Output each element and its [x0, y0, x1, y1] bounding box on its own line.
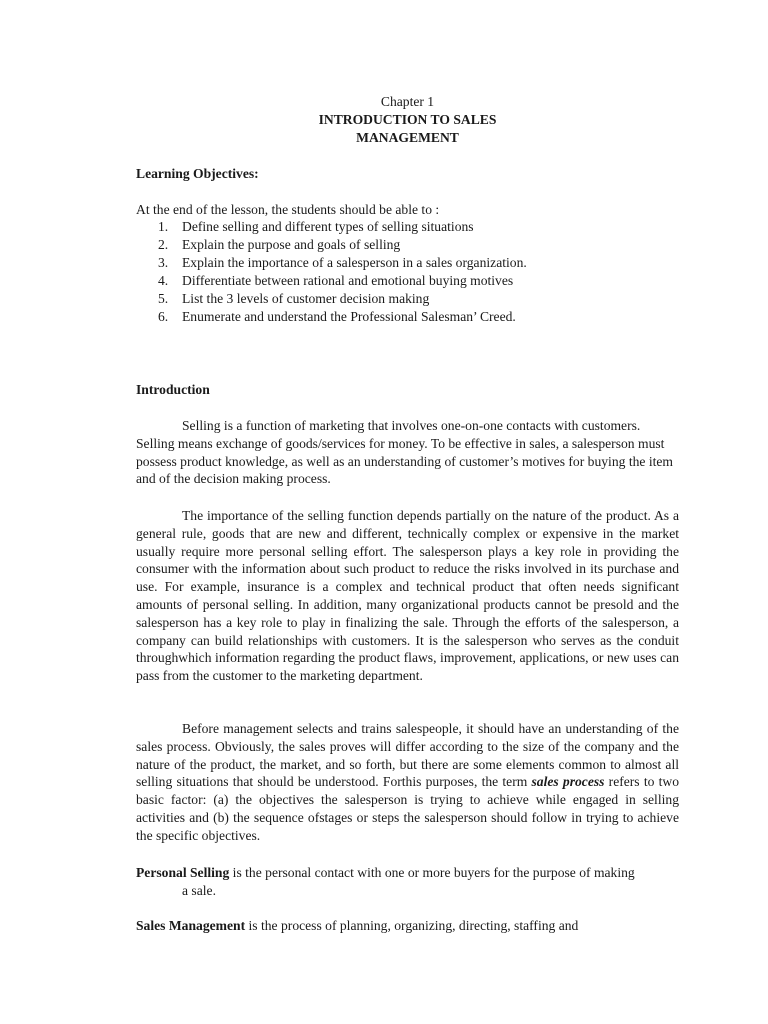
objective-number: 4. — [158, 273, 169, 288]
objective-item — [136, 308, 679, 326]
objective-text: Explain the purpose and goals of selling — [182, 237, 401, 252]
objective-item — [136, 254, 679, 272]
objective-item — [136, 236, 679, 254]
objective-number: 5. — [158, 291, 169, 306]
paragraph-3-after: refers to two basic factor: (a) the objectives the salesperson is trying to achieve while engaged in selling activities and (b) the sequence ofstages or steps the salesperson should follow in trying to achieve the specific objectives. — [136, 774, 679, 843]
chapter-title-line-1: INTRODUCTION TO SALES — [318, 112, 497, 127]
introduction-heading: Introduction — [136, 382, 210, 397]
objective-item — [136, 290, 679, 308]
personal-selling-def-line-1: is the personal contact with one or more buyers for the purpose of making — [229, 865, 635, 880]
sales-management-def-text: is the process of planning, organizing, directing, staffing and — [245, 918, 579, 933]
personal-selling-definition — [136, 864, 679, 900]
objective-text: Enumerate and understand the Professional Salesman’ Creed. — [182, 309, 516, 324]
sales-management-term: Sales Management — [136, 918, 246, 933]
objective-number: 2. — [158, 237, 169, 252]
introduction-paragraph-3 — [136, 720, 679, 845]
objective-text: Define selling and different types of selling situations — [182, 219, 474, 234]
objectives-intro: At the end of the lesson, the students should be able to : — [136, 202, 440, 217]
objective-item — [136, 272, 679, 290]
objective-number: 6. — [158, 309, 169, 324]
objective-number: 1. — [158, 219, 169, 234]
chapter-label: Chapter 1 — [380, 94, 435, 109]
learning-objectives-heading: Learning Objectives: — [136, 166, 259, 181]
introduction-paragraph-1: Selling is a function of marketing that involves one-on-one contacts with customers. Selling means exchange of goods/services for money. To be effective in sales, a salesperson must possess product knowledge, as well as an understanding of customer’s motives for buying the item and of the decision making process. — [136, 418, 673, 487]
objective-number: 3. — [158, 255, 169, 270]
paragraph-3-before: Before management selects and trains salespeople, it should have an understanding of the sales process. Obviously, the sales proves will differ according to the size of the company and the nature of the product, the market, and so forth, but there are some elements common to almost all selling situations that should be understood. Forthis purposes, the term — [136, 721, 679, 790]
objective-item — [136, 218, 679, 236]
sales-process-term: sales process — [531, 774, 605, 790]
objectives-list — [136, 218, 679, 326]
objective-text: List the 3 levels of customer decision making — [182, 291, 430, 306]
introduction-paragraph-2: The importance of the selling function depends partially on the nature of the product. As a general rule, goods that are new and different, technically complex or expensive in the market usually require more personal selling effort. The salesperson plays a key role in providing the consumer with the information about such product to reduce the risks involved in its purchase and use. For example, insurance is a complex and technical product that often needs significant amounts of personal selling. In addition, many organizational products cannot be presold and the salesperson has a key role to play in finalizing the sale. Through the efforts of the salesperson, a company can build relationships with customers. It is the salesperson who serves as the conduit throughwhich information regarding the product flaws, improvement, applications, or new uses can pass from the customer to the marketing department. — [136, 508, 679, 684]
personal-selling-def-line-2: a sale. — [182, 882, 216, 898]
sales-management-definition — [136, 917, 679, 935]
chapter-title-line-2: MANAGEMENT — [356, 130, 459, 145]
objective-text: Differentiate between rational and emotional buying motives — [182, 273, 514, 288]
personal-selling-term: Personal Selling — [136, 865, 230, 880]
objective-text: Explain the importance of a salesperson in a sales organization. — [182, 255, 527, 270]
